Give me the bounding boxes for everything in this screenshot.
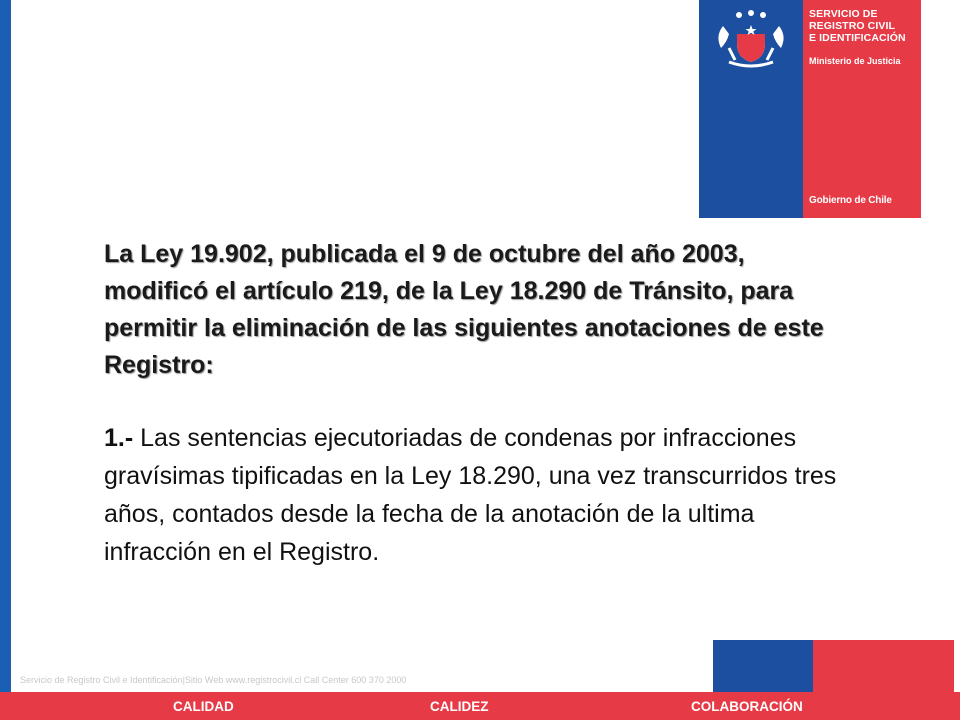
institution-logo <box>699 0 921 218</box>
footer-contact: Servicio de Registro Civil e Identificación|Sitio Web www.registrocivil.cl Call Center 600 370 2000 <box>20 675 407 685</box>
left-accent-bar <box>0 0 11 692</box>
flag-decoration <box>713 640 954 692</box>
slide-content <box>104 236 844 571</box>
logo-blue-panel <box>699 0 803 218</box>
logo-org-name <box>809 8 906 44</box>
value-colaboracion: COLABORACIÓN <box>691 699 803 714</box>
footer-values-bar <box>0 692 960 720</box>
flag-blue-block <box>713 640 813 692</box>
item-number: 1.- <box>104 424 134 452</box>
logo-red-panel <box>803 0 921 218</box>
value-calidad: CALIDAD <box>173 699 234 714</box>
logo-org-line: E IDENTIFICACIÓN <box>809 32 906 44</box>
item-text: Las sentencias ejecutoriadas de condenas por infracciones gravísimas tipificadas en la Ley 18.290, una vez transcurridos tres años, contados desde la fecha de la anotación de la ultima infracción en el Registro. <box>104 424 837 566</box>
logo-org-line: SERVICIO DE <box>809 8 878 20</box>
logo-ministry: Ministerio de Justicia <box>809 56 901 66</box>
chile-coat-of-arms-icon <box>709 6 793 72</box>
flag-red-block <box>813 640 954 692</box>
logo-org-line: REGISTRO CIVIL <box>809 20 895 32</box>
logo-government: Gobierno de Chile <box>809 195 892 206</box>
slide-heading: La Ley 19.902, publicada el 9 de octubre del año 2003, modificó el artículo 219, de la Ley 18.290 de Tránsito, para permitir la eliminación de las siguientes anotaciones de este Registro: <box>104 240 824 379</box>
value-calidez: CALIDEZ <box>430 699 489 714</box>
slide-item-1 <box>104 419 844 571</box>
